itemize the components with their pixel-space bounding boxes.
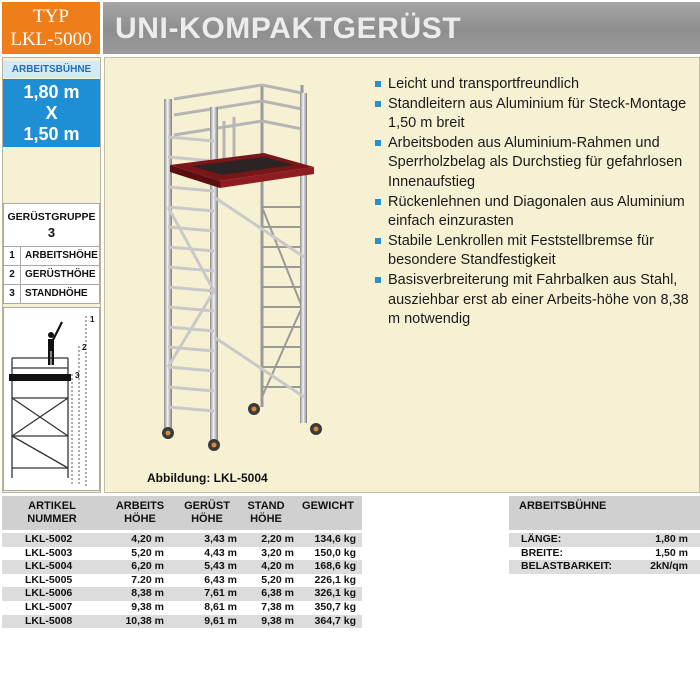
table-row bbox=[2, 615, 362, 629]
spec-row bbox=[509, 533, 700, 547]
cell-standhoehe: 9,38 m bbox=[261, 614, 294, 627]
cell-geruesthoehe: 5,43 m bbox=[204, 560, 237, 573]
cell-artikel: LKL-5002 bbox=[25, 533, 73, 545]
table-row bbox=[2, 587, 362, 601]
cell-artikel: LKL-5007 bbox=[25, 601, 73, 613]
cell-arbeitshoehe: 10,38 m bbox=[125, 614, 164, 627]
spec-value: 1,80 m bbox=[655, 533, 688, 545]
cell-artikel: LKL-5006 bbox=[25, 587, 73, 600]
cell-standhoehe: 4,20 m bbox=[261, 560, 294, 573]
type-badge bbox=[2, 2, 100, 54]
feature-item: Standleitern aus Aluminium für Steck-Montage 1,50 m breit bbox=[375, 95, 697, 134]
page-title: UNI-KOMPAKTGERÜST bbox=[115, 12, 462, 45]
platform-label: ARBEITSBÜHNE bbox=[3, 61, 100, 78]
feature-item: Leicht und transportfreundlich bbox=[375, 75, 697, 95]
cell-geruesthoehe: 3,43 m bbox=[204, 533, 237, 545]
cell-artikel: LKL-5004 bbox=[25, 560, 73, 573]
spec-value: 1,50 m bbox=[655, 546, 688, 559]
svg-text:3: 3 bbox=[75, 371, 80, 380]
legend-num: 3 bbox=[4, 285, 21, 303]
cell-standhoehe: 6,38 m bbox=[261, 587, 294, 600]
feature-list bbox=[375, 75, 697, 330]
cell-geruesthoehe: 6,43 m bbox=[204, 573, 237, 586]
cell-geruesthoehe: 4,43 m bbox=[204, 546, 237, 559]
spec-value: 2kN/qm bbox=[650, 560, 688, 573]
spec-key: BREITE: bbox=[521, 546, 563, 559]
cell-gewicht: 150,0 kg bbox=[314, 546, 356, 559]
cell-standhoehe: 5,20 m bbox=[261, 573, 294, 586]
cell-arbeitshoehe: 7.20 m bbox=[131, 573, 164, 586]
cell-arbeitshoehe: 9,38 m bbox=[131, 601, 164, 613]
cell-standhoehe: 2,20 m bbox=[261, 533, 294, 545]
spec-row bbox=[509, 547, 700, 561]
cell-geruesthoehe: 8,61 m bbox=[204, 601, 237, 613]
cell-gewicht: 350,7 kg bbox=[314, 601, 356, 613]
cell-arbeitshoehe: 4,20 m bbox=[131, 533, 164, 545]
legend-text: ARBEITSHÖHE bbox=[25, 250, 98, 261]
height-diagram bbox=[3, 307, 100, 491]
platform-length: 1,80 m bbox=[23, 82, 80, 102]
cell-gewicht: 134,6 kg bbox=[314, 533, 356, 545]
cell-gewicht: 168,6 kg bbox=[314, 560, 356, 573]
table-row bbox=[2, 560, 362, 574]
feature-item: Arbeitsboden aus Aluminium-Rahmen und Sperrholzbelag als Durchstieg für gefahrlosen Innenaufstieg bbox=[375, 134, 697, 193]
cell-artikel: LKL-5008 bbox=[25, 614, 73, 627]
spec-header: ARBEITSBÜHNE bbox=[509, 496, 700, 530]
legend-row-1 bbox=[3, 247, 100, 266]
spec-row bbox=[509, 560, 700, 574]
scaffold-group-value: 3 bbox=[47, 225, 56, 240]
cell-gewicht: 326,1 kg bbox=[314, 587, 356, 600]
scaffold-group-label: GERÜSTGRUPPE bbox=[7, 211, 96, 223]
model-number: LKL-5000 bbox=[10, 29, 92, 50]
cell-geruesthoehe: 7,61 m bbox=[204, 587, 237, 600]
col-header-arbeitshoehe: ARBEITS HÖHE bbox=[115, 500, 165, 525]
feature-item: Stabile Lenkrollen mit Feststellbremse für besondere Standfestigkeit bbox=[375, 232, 697, 271]
scaffold-group-box bbox=[3, 203, 100, 247]
table-row bbox=[2, 547, 362, 561]
table-row bbox=[2, 574, 362, 588]
cell-artikel: LKL-5003 bbox=[25, 546, 73, 559]
platform-times: X bbox=[45, 103, 58, 123]
legend-row-3 bbox=[3, 285, 100, 304]
cell-gewicht: 226,1 kg bbox=[314, 573, 356, 586]
platform-size-box bbox=[3, 79, 100, 147]
col-header-gewicht: GEWICHT bbox=[302, 500, 354, 512]
svg-text:2: 2 bbox=[82, 343, 87, 352]
cell-artikel: LKL-5005 bbox=[25, 573, 73, 586]
col-header-geruesthoehe: GERÜST HÖHE bbox=[184, 500, 230, 525]
feature-item: Rückenlehnen und Diagonalen aus Aluminium einfach einzurasten bbox=[375, 193, 697, 232]
feature-item: Basisverbreiterung mit Fahrbalken aus Stahl, ausziehbar erst ab einer Arbeits-höhe von 8,38 m notwendig bbox=[375, 271, 697, 330]
spec-key: LÄNGE: bbox=[521, 533, 562, 545]
table-row bbox=[2, 601, 362, 615]
col-header-artikel: ARTIKEL NUMMER bbox=[27, 500, 77, 525]
platform-width: 1,50 m bbox=[23, 124, 80, 144]
cell-standhoehe: 3,20 m bbox=[261, 546, 294, 559]
svg-text:1: 1 bbox=[90, 315, 95, 324]
legend-num: 1 bbox=[4, 247, 21, 265]
scaffold-illustration bbox=[104, 57, 374, 469]
legend-text: GERÜSTHÖHE bbox=[25, 269, 96, 280]
legend-num: 2 bbox=[4, 266, 21, 284]
cell-standhoehe: 7,38 m bbox=[261, 601, 294, 613]
figure-caption: Abbildung: LKL-5004 bbox=[147, 471, 268, 485]
cell-geruesthoehe: 9,61 m bbox=[204, 614, 237, 627]
cell-arbeitshoehe: 8,38 m bbox=[131, 587, 164, 600]
col-header-standhoehe: STAND HÖHE bbox=[247, 500, 285, 525]
height-diagram-graphic bbox=[4, 308, 101, 492]
cell-arbeitshoehe: 6,20 m bbox=[131, 560, 164, 573]
legend-row-2 bbox=[3, 266, 100, 285]
cell-gewicht: 364,7 kg bbox=[314, 614, 356, 627]
table-row bbox=[2, 533, 362, 547]
type-label: TYP bbox=[33, 6, 69, 27]
spec-key: BELASTBARKEIT: bbox=[521, 560, 612, 573]
cell-arbeitshoehe: 5,20 m bbox=[131, 546, 164, 559]
legend-text: STANDHÖHE bbox=[25, 288, 88, 299]
